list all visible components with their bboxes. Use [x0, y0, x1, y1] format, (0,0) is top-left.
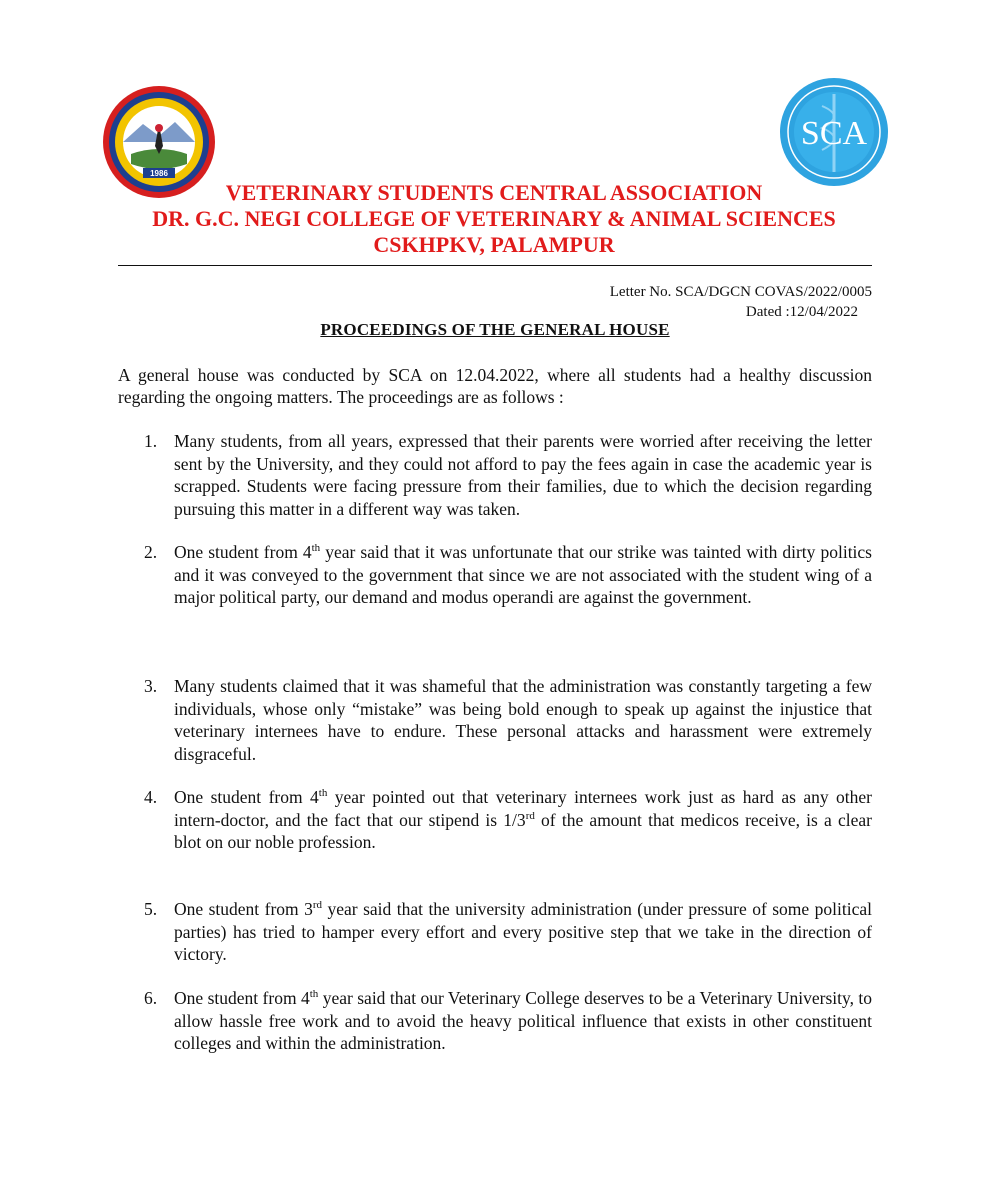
letter-date: Dated :12/04/2022 — [745, 304, 858, 320]
list-item-number: 6. — [144, 988, 158, 1008]
list-item-number: 1. — [144, 431, 158, 451]
superscript: th — [309, 988, 319, 1001]
superscript: th — [318, 787, 328, 800]
list-item-text: Many students claimed that it was shameful that the administration was constantly targeting a few individuals, whose only “mistake” was being bold enough to speak up against the injustice that veterinary internees have to endure. These personal attacks and harassment were extremely disgraceful. — [174, 676, 872, 764]
list-item — [118, 786, 872, 854]
list-item-text: One student from 4th year said that our Veterinary College deserves to be a Veterinary University, to allow hassle free work and to avoid the heavy political influence that exists in other constituent colleges and within the administration. — [174, 988, 872, 1053]
letter-meta — [610, 282, 872, 322]
sca-logo-text: SCA — [800, 115, 868, 152]
sca-logo — [774, 76, 894, 188]
seal-year: 1986 — [150, 169, 168, 178]
association-name: VETERINARY STUDENTS CENTRAL ASSOCIATION — [225, 180, 763, 205]
list-item-text: Many students, from all years, expressed that their parents were worried after receiving the letter sent by the University, and they could not afford to pay the fees again in case the academic year is scrapped. Students were facing pressure from their families, due to which the decision regarding pursuing this matter in a different way was taken. — [174, 431, 872, 519]
intro-paragraph: A general house was conducted by SCA on 12.04.2022, where all students had a healthy discussion regarding the ongoing matters. The proceedings are as follows : — [118, 365, 872, 407]
header-divider — [118, 265, 872, 266]
list-item-number: 5. — [144, 899, 158, 919]
letterhead — [118, 180, 870, 258]
list-item-text: One student from 3rd year said that the university administration (under pressure of some political parties) has tried to hamper every effort and every positive step that we take in the direction of victory. — [174, 899, 872, 964]
superscript: rd — [525, 809, 535, 822]
list-item-number: 2. — [144, 542, 158, 562]
list-item-number: 3. — [144, 676, 158, 696]
document-title: PROCEEDINGS OF THE GENERAL HOUSE — [320, 320, 670, 339]
list-item — [118, 541, 872, 609]
letter-number: Letter No. SCA/DGCN COVAS/2022/0005 — [609, 284, 872, 300]
list-item-number: 4. — [144, 787, 158, 807]
list-item — [118, 987, 872, 1055]
list-item — [118, 430, 872, 520]
list-item — [118, 675, 872, 765]
university-name: CSKHPKV, PALAMPUR — [373, 232, 615, 257]
list-item-text: One student from 4th year said that it was unfortunate that our strike was tainted with dirty politics and it was conveyed to the government that since we are not associated with the student wing of a major political party, our demand and modus operandi are against the government. — [174, 542, 872, 607]
college-name: DR. G.C. NEGI COLLEGE OF VETERINARY & ANIMAL SCIENCES — [152, 206, 836, 231]
list-item — [118, 898, 872, 966]
list-item-text: One student from 4th year pointed out that veterinary internees work just as hard as any other intern-doctor, and the fact that our stipend is 1/3rd of the amount that medicos receive, is a clear blot on our noble profession. — [174, 787, 873, 852]
superscript: th — [311, 542, 321, 555]
superscript: rd — [312, 899, 323, 912]
